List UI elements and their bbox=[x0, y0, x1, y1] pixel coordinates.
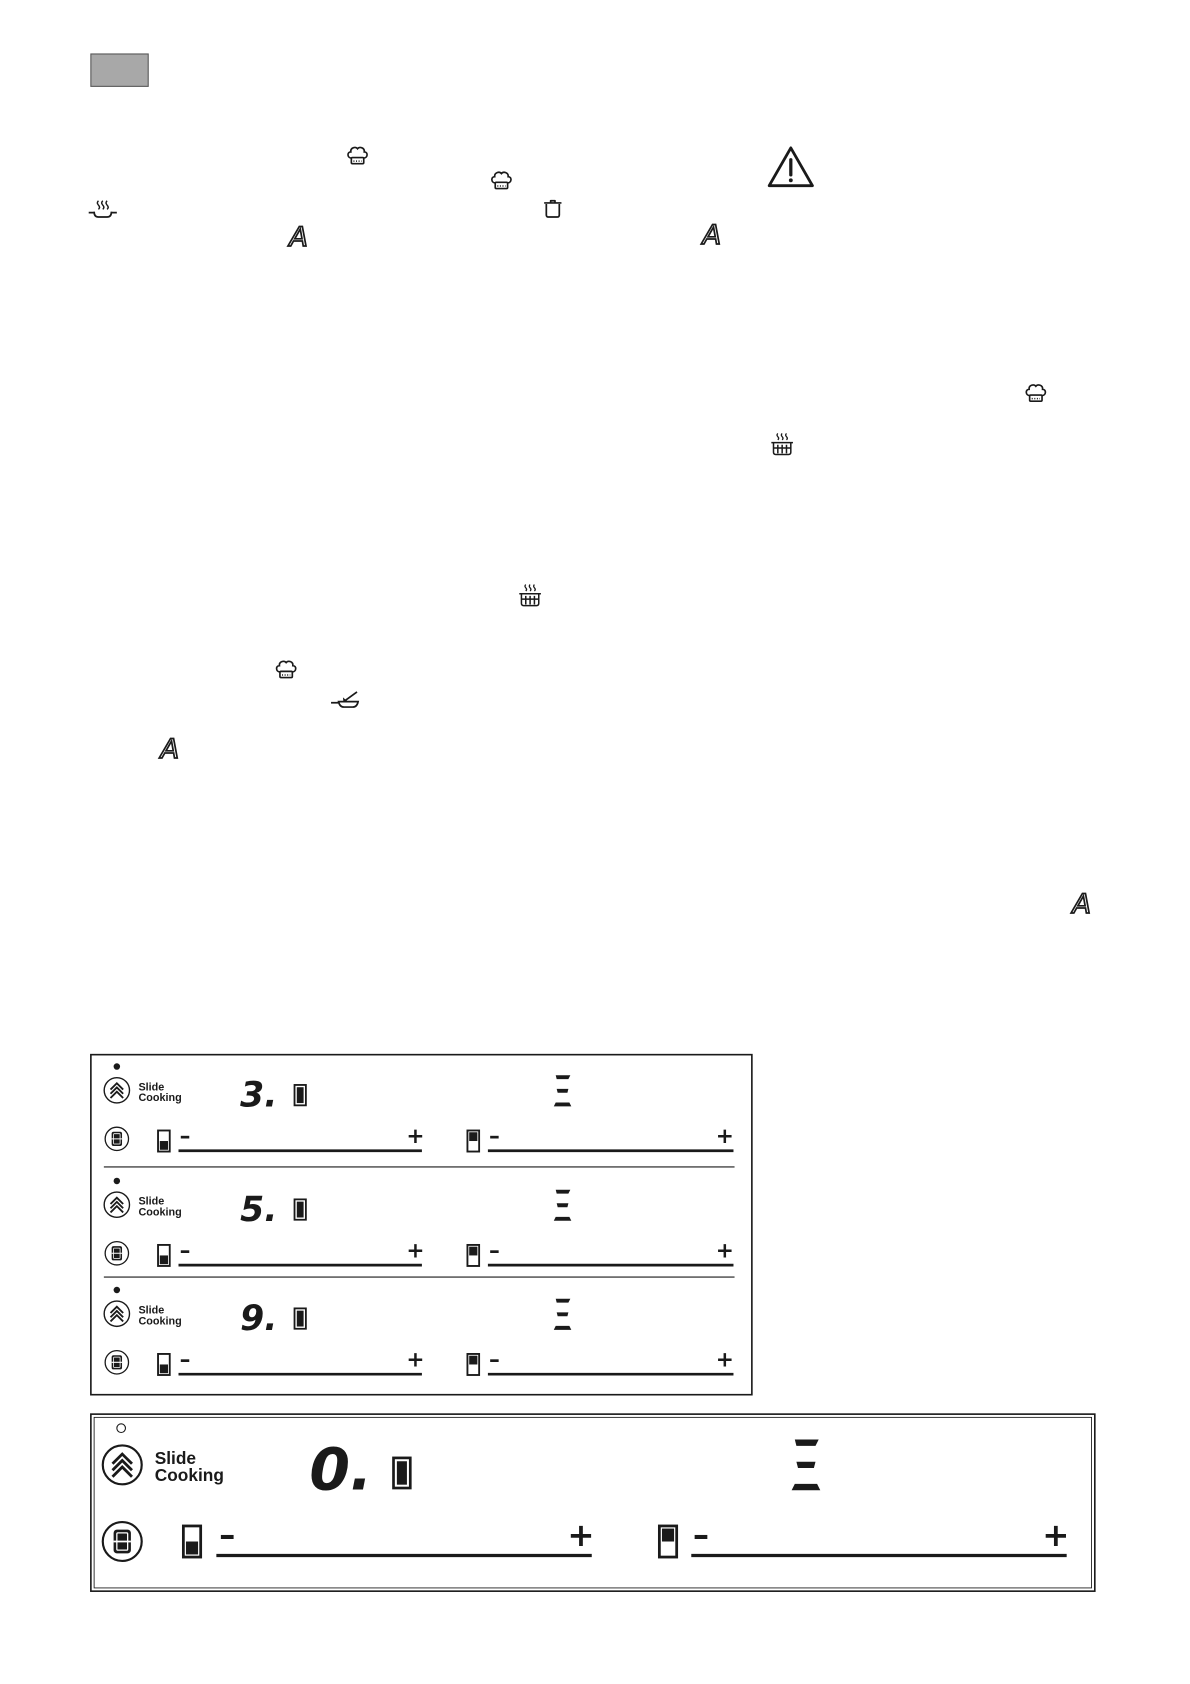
minus-sign: – bbox=[488, 1124, 500, 1150]
zone-cell-icon bbox=[295, 1199, 306, 1219]
chef-hat-icon bbox=[348, 148, 367, 164]
zone-rear-icon bbox=[467, 1245, 479, 1266]
chef-hat-icon bbox=[277, 661, 296, 677]
indicator-dot bbox=[117, 1424, 126, 1433]
indicator-dot bbox=[114, 1178, 120, 1184]
control-panel-large bbox=[91, 1414, 1095, 1591]
slide-label: Slide bbox=[154, 1447, 197, 1468]
zone-cell-icon bbox=[394, 1458, 411, 1488]
slide-cooking-icon bbox=[104, 1078, 129, 1103]
zone-cell-icon bbox=[295, 1308, 306, 1328]
warning-icon bbox=[769, 148, 812, 186]
slide-cooking-icon bbox=[104, 1301, 129, 1326]
frying-pan-icon bbox=[331, 692, 358, 707]
panel-frame bbox=[91, 1055, 752, 1395]
indicator-dot bbox=[114, 1063, 120, 1069]
auto-symbol: A bbox=[1072, 889, 1092, 921]
steam-basket-icon bbox=[519, 585, 541, 606]
cooking-label: Cooking bbox=[138, 1315, 182, 1328]
chef-hat-icon bbox=[1026, 385, 1045, 401]
slide-cooking-icon bbox=[103, 1445, 142, 1484]
zone-rear-icon bbox=[659, 1526, 676, 1557]
zone-rear-icon bbox=[467, 1130, 479, 1151]
power-button-icon bbox=[105, 1351, 128, 1374]
plus-sign: + bbox=[406, 1238, 425, 1264]
chef-hat-icon bbox=[492, 172, 511, 188]
zone-front-icon bbox=[158, 1354, 170, 1375]
auto-symbol: A bbox=[289, 222, 308, 254]
minus-sign: – bbox=[179, 1238, 191, 1264]
zone-cell-icon bbox=[295, 1085, 306, 1105]
minus-sign: – bbox=[692, 1515, 710, 1554]
plus-sign: + bbox=[567, 1515, 595, 1554]
slide-cooking-icon bbox=[104, 1192, 129, 1217]
minus-sign: – bbox=[488, 1238, 500, 1264]
pot-icon bbox=[544, 201, 561, 217]
auto-symbol: A bbox=[702, 219, 722, 251]
zone-rear-icon bbox=[467, 1354, 479, 1375]
plus-sign: + bbox=[715, 1124, 734, 1150]
minus-sign: – bbox=[488, 1347, 500, 1373]
minus-sign: – bbox=[179, 1124, 191, 1150]
cooking-label: Cooking bbox=[138, 1092, 182, 1105]
plus-sign: + bbox=[715, 1238, 734, 1264]
zone-front-icon bbox=[158, 1130, 170, 1151]
plus-sign: + bbox=[1042, 1515, 1070, 1554]
power-button-icon bbox=[105, 1127, 128, 1150]
cooking-label: Cooking bbox=[154, 1465, 224, 1486]
power-button-icon bbox=[103, 1522, 142, 1561]
power-level-display: 0. bbox=[309, 1435, 373, 1504]
power-level-display: 9. bbox=[240, 1298, 278, 1339]
slide-label: Slide bbox=[138, 1304, 165, 1317]
cooking-label: Cooking bbox=[138, 1206, 182, 1219]
plus-sign: + bbox=[406, 1347, 425, 1373]
power-level-display: 5. bbox=[240, 1189, 278, 1230]
auto-symbol: A bbox=[160, 733, 180, 765]
indicator-dot bbox=[114, 1287, 120, 1293]
minus-sign: – bbox=[179, 1347, 191, 1373]
plus-sign: + bbox=[715, 1347, 734, 1373]
keep-warm-icon bbox=[89, 201, 117, 217]
slide-label: Slide bbox=[138, 1081, 165, 1094]
power-level-display: 3. bbox=[240, 1075, 278, 1116]
slide-label: Slide bbox=[138, 1195, 165, 1208]
minus-sign: – bbox=[219, 1515, 236, 1554]
section-tab bbox=[91, 54, 148, 86]
panel-frame-outer bbox=[91, 1414, 1095, 1591]
plus-sign: + bbox=[406, 1124, 425, 1150]
zone-front-icon bbox=[158, 1245, 170, 1266]
steam-basket-icon bbox=[771, 433, 793, 454]
power-button-icon bbox=[105, 1242, 128, 1265]
zone-front-icon bbox=[183, 1526, 200, 1557]
control-panel-sequence bbox=[91, 1055, 752, 1395]
